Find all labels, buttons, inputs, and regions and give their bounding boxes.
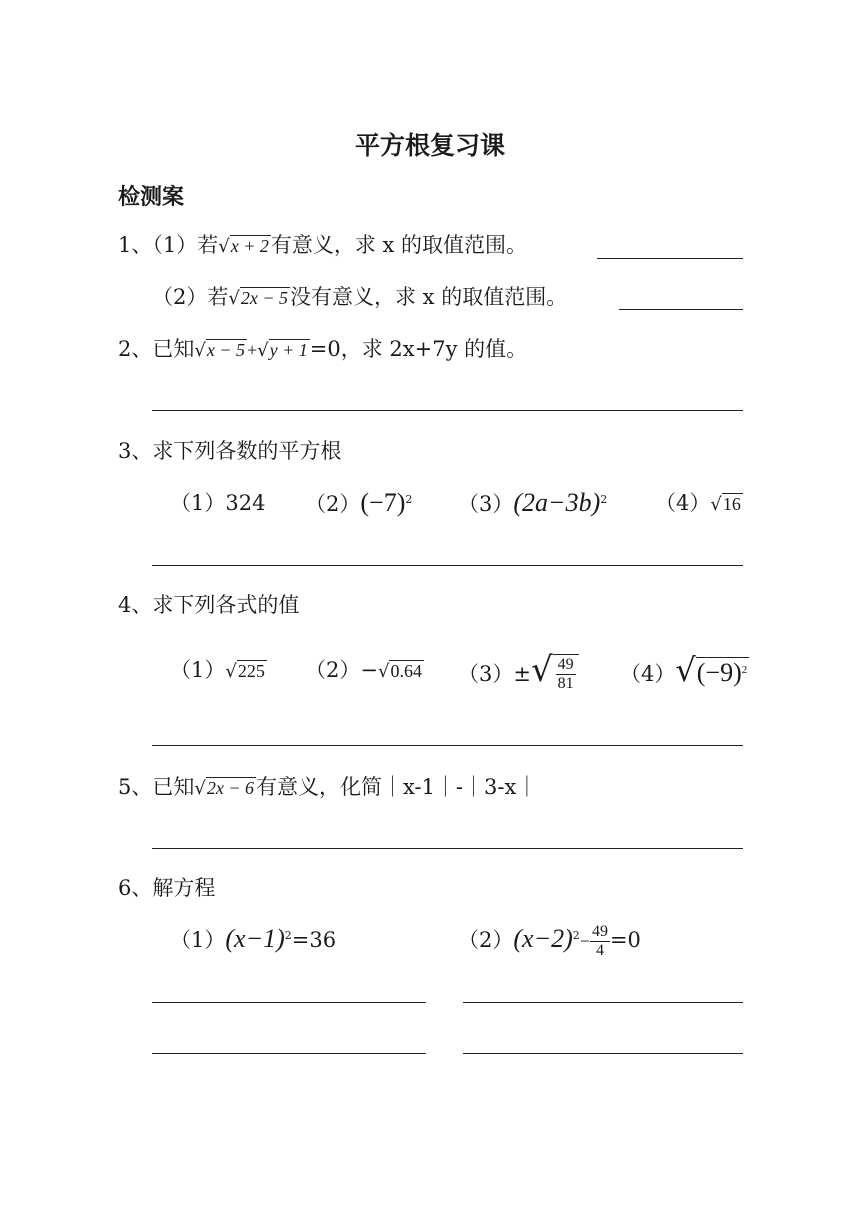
answer-line-6-1b[interactable] <box>152 1053 426 1054</box>
question-1-part-2 <box>152 282 567 314</box>
q6-item-1-expr: (x−1) <box>225 924 285 953</box>
q4-item-3-label: （3）± <box>458 662 531 686</box>
q6-item-2-expr: (x−2) <box>513 924 573 953</box>
q3-item-3-expr: (2a−3b) <box>513 488 601 517</box>
radical-expression: √x − 5 <box>194 340 245 361</box>
denominator: 81 <box>557 674 574 692</box>
radical-expression: √2x − 5 <box>228 288 288 309</box>
section-heading: 检测案 <box>118 185 185 210</box>
q4-item-2-label: （2）− <box>305 658 378 682</box>
q3-item-4 <box>655 488 743 520</box>
q3-item-2-expr: (−7) <box>360 488 406 517</box>
q1-p2-prefix: （2）若 <box>152 285 229 309</box>
radical-expression: √225 <box>225 661 265 682</box>
q2-prefix: 2、已知 <box>118 337 195 361</box>
answer-line-1-2[interactable] <box>619 309 743 310</box>
q3-item-3-label: （3） <box>458 492 514 516</box>
radical-expression: √2x − 6 <box>194 778 254 799</box>
q4-item-4-expr: (−9) <box>696 658 742 687</box>
answer-line-3[interactable] <box>152 565 743 566</box>
q3-item-2-label: （2） <box>305 492 361 516</box>
denominator: 4 <box>595 942 604 959</box>
fraction <box>556 656 576 693</box>
q5-suffix: 有意义，化简｜x-1｜-｜3-x｜ <box>256 775 538 799</box>
exponent: 2 <box>741 664 748 676</box>
radical-expression: √y + 1 <box>257 340 308 361</box>
page-title: 平方根复习课 <box>354 131 505 160</box>
answer-line-6-1a[interactable] <box>152 1002 426 1003</box>
exponent: 2 <box>600 493 608 506</box>
radical-expression: √x + 2 <box>218 236 269 257</box>
exponent: 2 <box>572 929 580 942</box>
radicand: x − 5 <box>206 340 245 360</box>
plus-sign: + <box>247 340 258 360</box>
answer-line-6-2b[interactable] <box>463 1053 743 1054</box>
radical-expression: √16 <box>710 494 741 515</box>
question-3-stem: 3、求下列各数的平方根 <box>118 439 342 463</box>
q1-p2-suffix: 没有意义，求 x 的取值范围。 <box>290 285 568 309</box>
q3-item-4-label: （4） <box>655 491 711 515</box>
radicand: x + 2 <box>230 236 269 256</box>
q6-item-1-tail: =36 <box>291 928 337 952</box>
q6-item-1-label: （1） <box>170 928 226 952</box>
q1-p1-suffix: 有意义，求 x 的取值范围。 <box>270 233 528 257</box>
radical-expression: √ $\frac{49}{81}$ <box>531 648 579 694</box>
radicand: 2x − 5 <box>240 288 288 308</box>
q6-item-2-tail: =0 <box>609 928 641 952</box>
answer-line-5[interactable] <box>152 848 743 849</box>
numerator: 49 <box>557 655 574 673</box>
radical-expression: √0.64 <box>377 661 422 682</box>
question-2 <box>118 334 527 366</box>
q4-item-1-label: （1） <box>170 658 226 682</box>
numerator: 49 <box>591 923 608 940</box>
radical-expression: $√(-9)^2$ <box>675 651 748 689</box>
q3-item-2 <box>305 488 412 523</box>
question-6-stem: 6、解方程 <box>118 876 216 900</box>
q5-prefix: 5、已知 <box>118 775 195 799</box>
exponent: 2 <box>405 493 413 506</box>
q1-p1-prefix: 1、（1）若 <box>118 233 219 257</box>
answer-line-1-1[interactable] <box>597 258 743 259</box>
radicand: 0.64 <box>390 661 422 681</box>
radicand: y + 1 <box>269 340 308 360</box>
question-4-stem: 4、求下列各式的值 <box>118 593 300 617</box>
q6-item-1 <box>170 924 336 959</box>
radicand: 2x − 6 <box>206 778 254 798</box>
radicand: 16 <box>722 494 741 514</box>
q3-item-1: （1）324 <box>170 491 266 515</box>
question-1-part-1 <box>118 230 527 262</box>
q4-item-2 <box>305 655 424 687</box>
exponent: 2 <box>284 929 292 942</box>
q6-item-2 <box>458 920 641 963</box>
fraction <box>590 923 610 960</box>
q4-item-3 <box>458 648 579 696</box>
answer-line-6-2a[interactable] <box>463 1002 743 1003</box>
q3-item-3 <box>458 488 607 523</box>
q4-item-4-label: （4） <box>620 662 676 686</box>
q4-item-1 <box>170 655 267 687</box>
q4-item-4 <box>620 650 749 698</box>
answer-line-4[interactable] <box>152 745 743 746</box>
minus-sign: − <box>579 931 590 951</box>
question-5 <box>118 772 537 804</box>
radicand: 225 <box>237 661 265 681</box>
q6-item-2-label: （2） <box>458 928 514 952</box>
answer-line-2[interactable] <box>152 410 743 411</box>
q2-suffix: =0，求 2x+7y 的值。 <box>309 337 528 361</box>
